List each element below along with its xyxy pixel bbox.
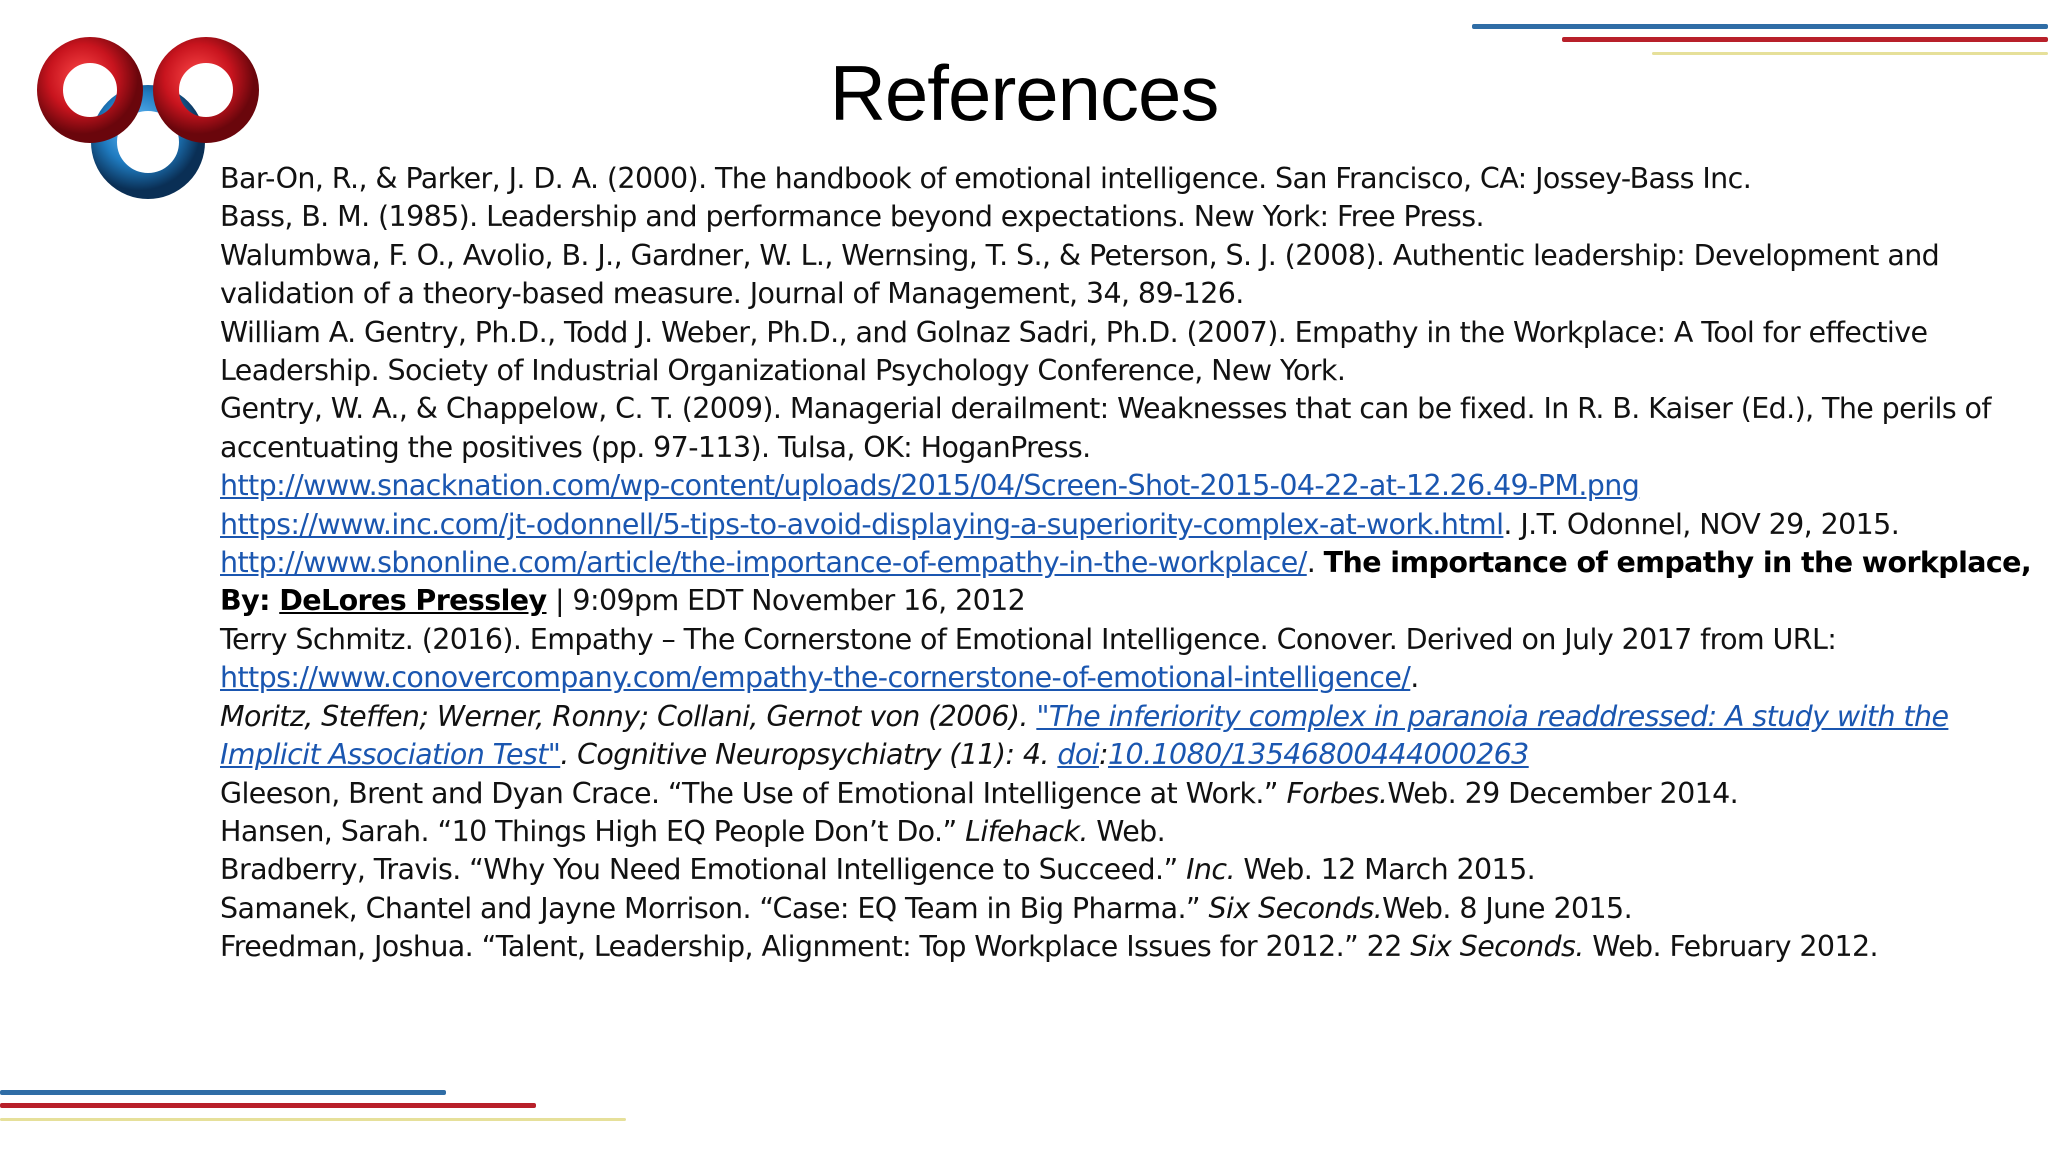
publication-name: Six Seconds. <box>1410 930 1584 964</box>
reference-text: . J.T. Odonnel, NOV 29, 2015. <box>1503 507 1900 541</box>
reference-item <box>220 506 1940 544</box>
reference-text: Gleeson, Brent and Dyan Crace. “The Use of Emotional Intelligence at Work.” <box>220 776 1287 810</box>
reference-item: Walumbwa, F. O., Avolio, B. J., Gardner, W. L., Wernsing, T. S., & Peterson, S. J. (2008). Authentic leadership: Development and <box>220 238 1940 272</box>
reference-item-continued: validation of a theory-based measure. Journal of Management, 34, 89-126. <box>220 277 1244 311</box>
sbnonline-link[interactable]: http://www.sbnonline.com/article/the-importance-of-empathy-in-the-workplace/ <box>220 546 1307 580</box>
page-title: References <box>829 49 1219 137</box>
paranoia-article-link[interactable]: "The inferiority complex in paranoia readdressed: A study with the <box>1036 699 1949 733</box>
reference-item: Terry Schmitz. (2016). Empathy – The Cornerstone of Emotional Intelligence. Conover. Derived on July 2017 from URL: <box>220 622 1837 656</box>
reference-item-continued <box>220 736 1940 774</box>
top-stripe-blue <box>1472 24 2048 29</box>
reference-item-continued: Leadership. Society of Industrial Organizational Psychology Conference, New York. <box>220 354 1346 388</box>
bottom-stripe-yellow <box>0 1118 626 1121</box>
reference-item <box>220 928 1940 966</box>
reference-text: Moritz, Steffen; Werner, Ronny; Collani, Gernot von (2006). <box>220 699 1037 733</box>
publication-name: Forbes. <box>1286 776 1388 810</box>
bottom-stripe-red <box>0 1103 536 1108</box>
reference-text: | 9:09pm EDT November 16, 2012 <box>546 584 1026 618</box>
reference-item <box>220 467 1940 505</box>
reference-item: William A. Gentry, Ph.D., Todd J. Weber, Ph.D., and Golnaz Sadri, Ph.D. (2007). Empathy in the Workplace: A Tool for effective <box>220 315 1928 349</box>
reference-text: Bradberry, Travis. “Why You Need Emotional Intelligence to Succeed.” <box>220 853 1187 887</box>
reference-item <box>220 775 1940 813</box>
publication-name: Six Seconds. <box>1208 891 1383 925</box>
reference-text: : <box>1098 738 1108 772</box>
publication-name: Lifehack. <box>965 814 1088 848</box>
reference-item <box>220 890 1940 928</box>
inc-link[interactable]: https://www.inc.com/jt-odonnell/5-tips-to-avoid-displaying-a-superiority-complex-at-work.html <box>220 507 1504 541</box>
reference-item <box>220 544 2032 582</box>
bottom-stripe-blue <box>0 1090 446 1095</box>
conover-link[interactable]: https://www.conovercompany.com/empathy-the-cornerstone-of-emotional-intelligence/ <box>220 661 1411 695</box>
reference-text: . <box>1306 546 1324 580</box>
publication-name: Inc. <box>1186 853 1235 887</box>
reference-text: Web. February 2012. <box>1583 930 1878 964</box>
reference-text: Web. 8 June 2015. <box>1382 891 1633 925</box>
reference-text: Web. 29 December 2014. <box>1387 776 1739 810</box>
reference-item-continued: accentuating the positives (pp. 97-113). Tulsa, OK: HoganPress. <box>220 430 1091 464</box>
reference-item: Bar-On, R., & Parker, J. D. A. (2000). The handbook of emotional intelligence. San Francisco, CA: Jossey-Bass Inc. <box>220 162 1752 195</box>
reference-text: Web. 12 March 2015. <box>1234 853 1536 887</box>
reference-item-continued <box>220 582 1940 620</box>
top-stripe-red <box>1562 37 2048 42</box>
doi-number-link[interactable]: 10.1080/13546800444000263 <box>1108 738 1529 772</box>
reference-item <box>220 813 1940 851</box>
reference-text: Hansen, Sarah. “10 Things High EQ People Don’t Do.” <box>220 814 966 848</box>
reference-item <box>220 698 1949 736</box>
doi-link[interactable]: doi <box>1057 738 1099 772</box>
reference-item <box>220 851 1940 889</box>
author-link[interactable]: DeLores Pressley <box>279 584 547 618</box>
paranoia-article-link-cont[interactable]: Implicit Association Test" <box>220 738 561 772</box>
reference-item-continued <box>220 659 1940 697</box>
snacknation-link[interactable]: http://www.snacknation.com/wp-content/uploads/2015/04/Screen-Shot-2015-04-22-at-12.26.49-PM.png <box>220 469 1640 503</box>
reference-item: Bass, B. M. (1985). Leadership and performance beyond expectations. New York: Free Press. <box>220 200 1484 234</box>
article-title: The importance of empathy in the workplace, <box>1323 546 2032 580</box>
reference-item: Gentry, W. A., & Chappelow, C. T. (2009). Managerial derailment: Weaknesses that can be fixed. In R. B. Kaiser (Ed.), The perils of <box>220 392 1991 426</box>
reference-text: Samanek, Chantel and Jayne Morrison. “Case: EQ Team in Big Pharma.” <box>220 891 1209 925</box>
reference-text: Freedman, Joshua. “Talent, Leadership, Alignment: Top Workplace Issues for 2012.” 22 <box>220 930 1411 964</box>
reference-text: . <box>1410 661 1419 695</box>
reference-text: Web. <box>1087 814 1166 848</box>
reference-list <box>220 160 2032 967</box>
reference-text: . Cognitive Neuropsychiatry (11): 4. <box>560 738 1058 772</box>
by-label: By: <box>220 584 280 618</box>
